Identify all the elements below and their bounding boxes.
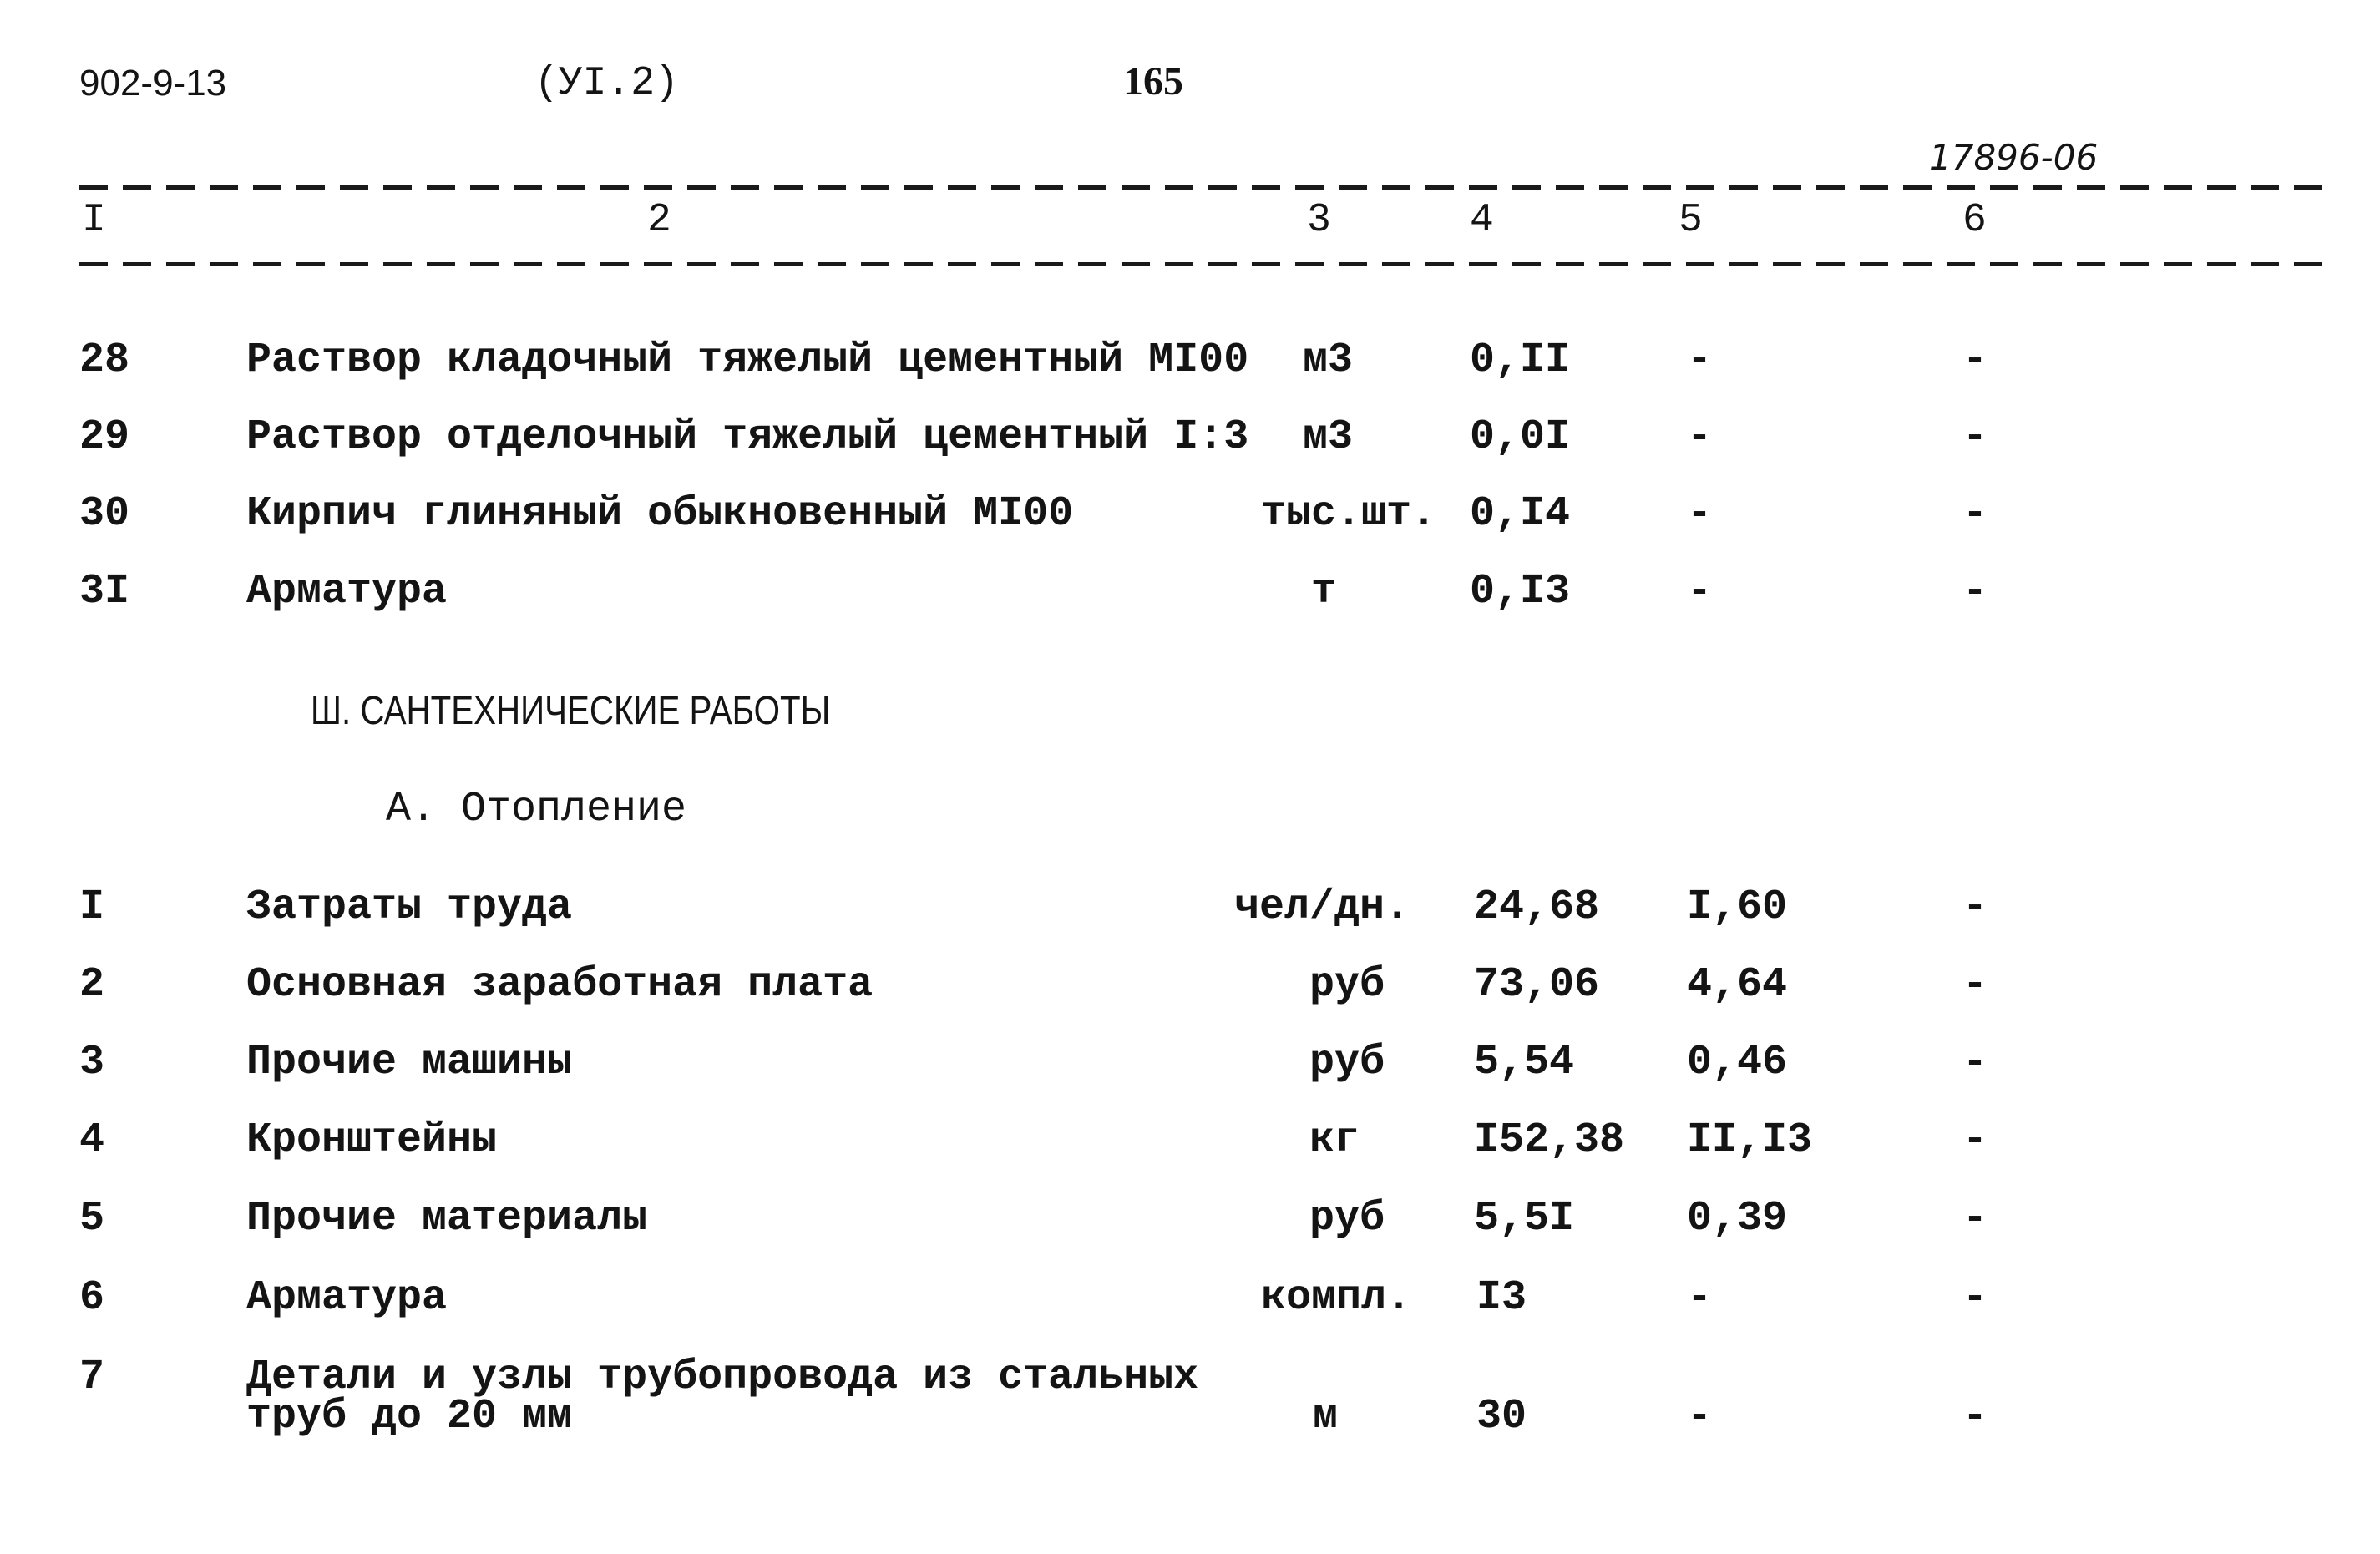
row-number: 2 [79,961,105,1009]
row-col5: - [1687,413,1713,461]
row-name-line-2: труб до 20 мм [246,1393,573,1440]
row-unit: м [1313,1393,1339,1440]
row-col4: I3 [1476,1274,1527,1322]
column-header-3: 3 [1307,198,1331,243]
row-col5: 4,64 [1687,961,1788,1009]
column-header-2: 2 [647,198,671,243]
row-number: 3I [79,568,130,615]
row-col5: 0,39 [1687,1195,1788,1243]
row-col4: 0,0I [1470,413,1571,461]
row-col6: - [1962,490,1988,538]
page-number: 165 [1123,59,1183,104]
row-col4: 5,54 [1474,1039,1575,1086]
row-name: Раствор отделочный тяжелый цементный I:3 [246,413,1249,461]
row-unit: м3 [1303,337,1354,384]
row-name: Арматура [246,568,448,615]
row-unit: м3 [1303,413,1354,461]
row-col5: - [1687,337,1713,384]
row-col4: 73,06 [1474,961,1600,1009]
row-number: 30 [79,490,130,538]
document-code: 902-9-13 [79,63,227,104]
row-col6: - [1962,1274,1988,1322]
row-col4: 0,II [1470,337,1571,384]
row-name-line-1: Детали и узлы трубопровода из стальных [246,1354,1199,1401]
row-col6: - [1962,883,1988,931]
table-header-bottom-rule [79,262,2334,266]
row-col4: 24,68 [1474,883,1600,931]
row-col6: - [1962,1116,1988,1164]
row-number: 29 [79,413,130,461]
row-unit: компл. [1261,1274,1412,1322]
row-col5: - [1687,1274,1713,1322]
row-name: Арматура [246,1274,448,1322]
handwritten-inventory-number: 17896-06 [1929,137,2099,178]
row-col6: - [1962,961,1988,1009]
row-col4: I52,38 [1474,1116,1625,1164]
row-col6: - [1962,1039,1988,1086]
column-header-5: 5 [1679,198,1703,243]
row-col6: - [1962,1195,1988,1243]
row-col5: I,60 [1687,883,1788,931]
row-number: 4 [79,1116,105,1164]
row-col6: - [1962,1393,1988,1440]
row-col5: II,I3 [1687,1116,1813,1164]
row-number: 6 [79,1274,105,1322]
row-number: 5 [79,1195,105,1243]
row-number: 28 [79,337,130,384]
row-unit: т [1311,568,1337,615]
row-name: Кирпич глиняный обыкновенный MI00 [246,490,1074,538]
row-unit: руб [1309,961,1385,1009]
row-unit: тыс.шт. [1261,490,1437,538]
row-name: Кронштейны [246,1116,498,1164]
column-header-4: 4 [1470,198,1494,243]
row-name: Затраты труда [246,883,573,931]
column-header-6: 6 [1962,198,1987,243]
column-header-1: I [82,198,106,243]
row-col6: - [1962,568,1988,615]
row-col5: 0,46 [1687,1039,1788,1086]
row-col4: 0,I3 [1470,568,1571,615]
row-name: Прочие материалы [246,1195,648,1243]
row-col4: 30 [1476,1393,1527,1440]
table-header-top-rule [79,185,2334,190]
row-col5: - [1687,490,1713,538]
row-col6: - [1962,413,1988,461]
row-col4: 0,I4 [1470,490,1571,538]
row-number: I [79,883,105,931]
row-number: 3 [79,1039,105,1086]
row-number: 7 [79,1354,105,1401]
row-unit: чел/дн. [1234,883,1410,931]
row-name: Основная заработная плата [246,961,874,1009]
row-col5: - [1687,568,1713,615]
row-name: Раствор кладочный тяжелый цементный MI00 [246,337,1249,384]
section-title: Ш. САНТЕХНИЧЕСКИЕ РАБОТЫ [311,689,831,733]
section-code: (УI.2) [534,61,679,106]
subsection-title: А. Отопление [386,786,687,833]
row-unit: кг [1309,1116,1360,1164]
row-col4: 5,5I [1474,1195,1575,1243]
row-unit: руб [1309,1195,1385,1243]
row-unit: руб [1309,1039,1385,1086]
row-col6: - [1962,337,1988,384]
row-name: Прочие машины [246,1039,573,1086]
row-col5: - [1687,1393,1713,1440]
